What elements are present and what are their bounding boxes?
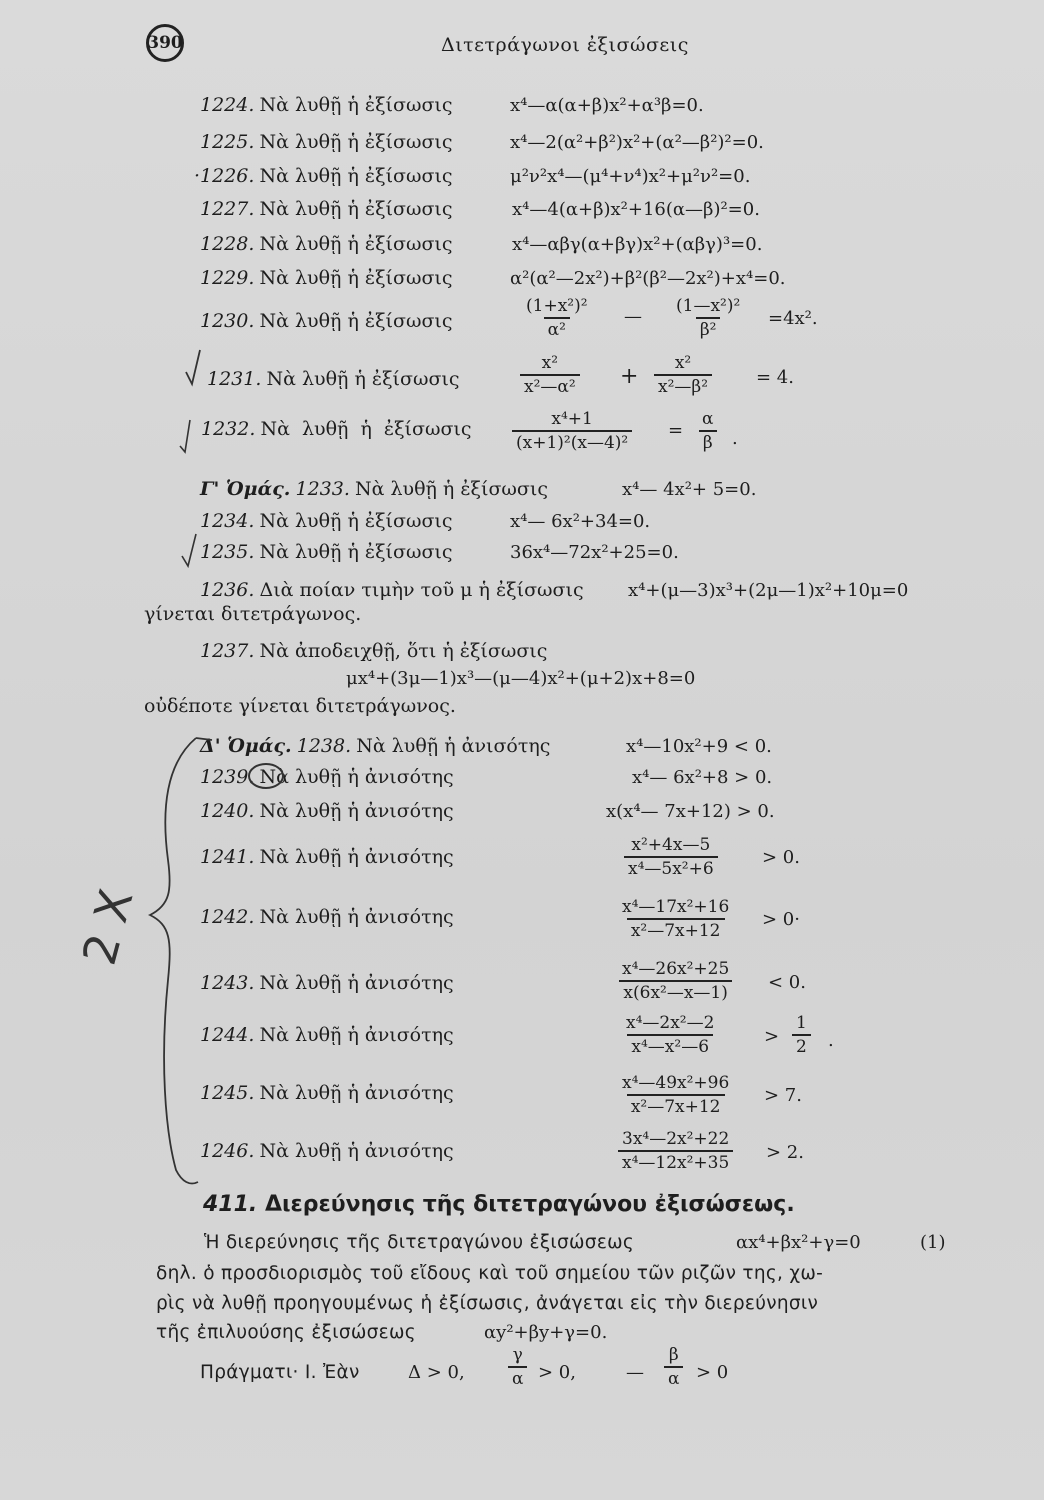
fraction-1245: $\frac{\text{x⁴—49x²+96}}{\text{x²—7x+12}}$ <box>622 1073 730 1117</box>
problem-1238: Δ' Ὁμάς. 1238. Νὰ λυθῇ ἡ ἀνισότης <box>200 735 551 757</box>
section-line-2: δηλ. ὁ προσδιορισμὸς τοῦ εἴδους καὶ τοῦ σημείου τῶν ριζῶν της, χω- <box>156 1263 824 1284</box>
fraction-1246: $\frac{\text{3x⁴—2x²+22}}{\text{x⁴—12x²+35}}$ <box>618 1128 733 1174</box>
rhs-1241: > 0. <box>762 847 800 868</box>
fraction-1242: $\frac{\text{x⁴—17x²+16}}{\text{x²—7x+12}}$ <box>622 897 730 941</box>
fraction-1231-a: $\frac{\text{x²}}{\text{x²—α²}}$ <box>520 352 580 398</box>
section-eq-tag: (1) <box>920 1232 946 1253</box>
problem-1242: 1242. Νὰ λυθῇ ἡ ἀνισότης <box>200 906 454 928</box>
rhs-1243: < 0. <box>768 972 806 993</box>
problem-1236-line2: γίνεται διτετράγωνος. <box>144 603 362 625</box>
problem-1241: 1241. Νὰ λυθῇ ἡ ἀνισότης <box>200 846 454 868</box>
problem-1236: 1236. Διὰ ποίαν τιμὴν τοῦ μ ἡ ἐξίσωσις <box>200 579 584 601</box>
problem-1237: 1237. Νὰ ἀποδειχθῇ, ὅτι ἡ ἐξίσωσις <box>200 640 548 662</box>
fraction-1232-a: $\frac{\text{x⁴+1}}{\text{(x+1)²(x—4)²}}$ <box>512 408 632 454</box>
section-line-5: Πράγματι· Ι. Ἐὰν <box>200 1362 360 1383</box>
equals-sign: = <box>668 420 684 441</box>
problem-1233: Γ' Ὁμάς. 1233. Νὰ λυθῇ ἡ ἐξίσωσις <box>200 478 548 500</box>
plus-sign: + <box>620 364 639 389</box>
equation-1224: x⁴—α(α+β)x²+α³β=0. <box>510 95 704 116</box>
inequality-1240: x(x⁴— 7x+12) > 0. <box>606 801 775 822</box>
problem-1227: 1227. Νὰ λυθῇ ἡ ἐξίσωσις <box>200 198 453 220</box>
cond-3: > 0 <box>696 1362 729 1383</box>
rhs-1242: > 0· <box>762 909 800 930</box>
problem-1232: 1232. Νὰ λυθῇ ἡ ἐξίσωσις <box>201 418 472 440</box>
problem-1240: 1240. Νὰ λυθῇ ἡ ἀνισότης <box>200 800 454 822</box>
section-line-1: Ἡ διερεύνησις τῆς διτετραγώνου ἐξισώσεως <box>204 1232 635 1253</box>
problem-1224: 1224. Νὰ λυθῇ ἡ ἐξίσωσις <box>200 94 453 116</box>
problem-1226: ·1226. Νὰ λυθῇ ἡ ἐξίσωσις <box>194 165 453 187</box>
fraction-1244-rhs: $\frac{1}{2}$ <box>792 1012 811 1058</box>
period: . <box>732 428 738 449</box>
fraction-1231-b: $\frac{\text{x²}}{\text{x²—β²}}$ <box>654 352 712 398</box>
problem-1237-line3: οὐδέποτε γίνεται διτετράγωνος. <box>144 695 456 717</box>
equation-1225: x⁴—2(α²+β²)x²+(α²—β²)²=0. <box>510 132 764 153</box>
fraction-1230-b: $\frac{\text{(1—x²)²}}{\text{β²}}$ <box>676 296 741 340</box>
problem-1231: 1231. Νὰ λυθῇ ἡ ἐξίσωσις <box>207 368 460 390</box>
equation-1235: 36x⁴—72x²+25=0. <box>510 542 679 563</box>
cond-2: > 0, <box>538 1362 576 1383</box>
inequality-1239: x⁴— 6x²+8 > 0. <box>632 767 773 788</box>
equation-1231-rhs: = 4. <box>756 367 794 388</box>
fraction-1232-b: $\frac{\alpha}{\beta}$ <box>698 408 717 454</box>
problem-1245: 1245. Νὰ λυθῇ ἡ ἀνισότης <box>200 1082 454 1104</box>
delta-condition: Δ > 0, <box>408 1362 465 1383</box>
problem-1228: 1228. Νὰ λυθῇ ἡ ἐξίσωσις <box>200 233 453 255</box>
section-line-3: ρὶς νὰ λυθῇ προηγουμένως ἡ ἐξίσωσις, ἀνάγεται εἰς τὴν διερεύνησιν <box>156 1293 819 1314</box>
rhs-1244: > <box>764 1026 780 1047</box>
section-heading: 411. Διερεύνησις τῆς διτετραγώνου ἐξισώσεως. <box>203 1192 795 1217</box>
section-eq-1: αx⁴+βx²+γ=0 <box>736 1232 861 1253</box>
equation-1234: x⁴— 6x²+34=0. <box>510 511 651 532</box>
rhs-1245: > 7. <box>764 1085 802 1106</box>
problem-1229: 1229. Νὰ λυθῇ ἡ ἐξίσωσις <box>200 267 453 289</box>
equation-1236: x⁴+(μ—3)x³+(2μ—1)x²+10μ=0 <box>628 580 909 601</box>
problem-1239: 1239. Νὰ λυθῇ ἡ ἀνισότης <box>200 766 454 788</box>
minus-sign: — <box>624 306 642 327</box>
problem-1225: 1225. Νὰ λυθῇ ἡ ἐξίσωσις <box>200 131 453 153</box>
page-title: Διτετράγωνοι ἐξισώσεις <box>441 34 689 56</box>
fraction-1230-a: $\frac{\text{(1+x²)²}}{\text{α²}}$ <box>526 296 588 340</box>
minus-sign-2: — <box>626 1362 644 1383</box>
problem-1243: 1243. Νὰ λυθῇ ἡ ἀνισότης <box>200 972 454 994</box>
fraction-1241: $\frac{\text{x²+4x—5}}{\text{x⁴—5x²+6}}$ <box>624 834 718 880</box>
equation-1237: μx⁴+(3μ—1)x³—(μ—4)x²+(μ+2)x+8=0 <box>346 668 696 689</box>
problem-1235: 1235. Νὰ λυθῇ ἡ ἐξίσωσις <box>200 541 453 563</box>
equation-1228: x⁴—αβγ(α+βγ)x²+(αβγ)³=0. <box>512 234 763 255</box>
page-number: 390 <box>146 24 184 62</box>
handwritten-note: 2 X <box>71 883 144 971</box>
problem-1246: 1246. Νὰ λυθῇ ἡ ἀνισότης <box>200 1140 454 1162</box>
inequality-1238: x⁴—10x²+9 < 0. <box>626 736 772 757</box>
rhs-1246: > 2. <box>766 1142 804 1163</box>
fraction-1244: $\frac{\text{x⁴—2x²—2}}{\text{x⁴—x²—6}}$ <box>626 1013 715 1057</box>
problem-1244: 1244. Νὰ λυθῇ ἡ ἀνισότης <box>200 1024 454 1046</box>
equation-1227: x⁴—4(α+β)x²+16(α—β)²=0. <box>512 199 760 220</box>
period-1244: . <box>828 1030 834 1051</box>
section-line-4: τῆς ἐπιλυούσης ἐξισώσεως <box>156 1322 416 1343</box>
problem-1230: 1230. Νὰ λυθῇ ἡ ἐξίσωσις <box>200 310 453 332</box>
equation-1226: μ²ν²x⁴—(μ⁴+ν⁴)x²+μ²ν²=0. <box>510 166 751 187</box>
section-eq-2: αy²+βy+γ=0. <box>484 1322 608 1343</box>
fraction-gamma-alpha: $\frac{\gamma}{\alpha}$ <box>508 1344 527 1390</box>
fraction-1243: $\frac{\text{x⁴—26x²+25}}{\text{x(6x²—x—1)}}$ <box>618 958 733 1004</box>
equation-1233: x⁴— 4x²+ 5=0. <box>622 479 757 500</box>
equation-1229: α²(α²—2x²)+β²(β²—2x²)+x⁴=0. <box>510 268 786 289</box>
equation-1230-rhs: =4x². <box>768 308 818 329</box>
problem-1234: 1234. Νὰ λυθῇ ἡ ἐξίσωσις <box>200 510 453 532</box>
fraction-beta-alpha: $\frac{\beta}{\alpha}$ <box>664 1344 683 1390</box>
